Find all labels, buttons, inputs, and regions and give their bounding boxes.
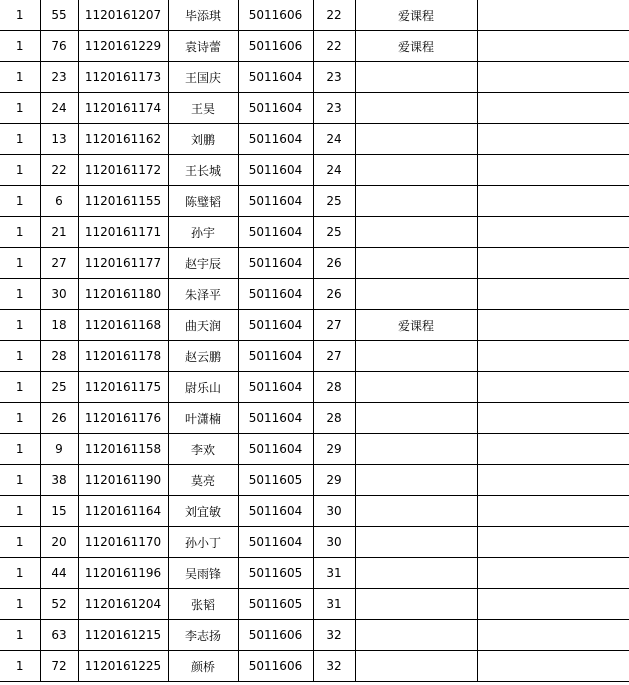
student-id-cell: 1120161196 [78,558,168,589]
empty-cell [477,403,629,434]
class-no-cell: 5011606 [238,31,313,62]
name-cell: 刘宜敏 [168,496,238,527]
note-cell [355,372,477,403]
note-cell: 爱课程 [355,31,477,62]
student-id-cell: 1120161170 [78,527,168,558]
student-id-cell: 1120161158 [78,434,168,465]
table-row [0,124,629,155]
seq-cell: 25 [40,372,78,403]
rank-cell: 25 [313,186,355,217]
name-cell: 刘鹏 [168,124,238,155]
seq-cell: 76 [40,31,78,62]
table-row [0,0,629,31]
seq-cell: 52 [40,589,78,620]
class-no-cell: 5011604 [238,62,313,93]
group-cell: 1 [0,651,40,682]
seq-cell: 27 [40,248,78,279]
group-cell: 1 [0,589,40,620]
rank-cell: 24 [313,155,355,186]
rank-cell: 32 [313,620,355,651]
class-no-cell: 5011604 [238,186,313,217]
rank-cell: 26 [313,248,355,279]
name-cell: 张韬 [168,589,238,620]
seq-cell: 13 [40,124,78,155]
group-cell: 1 [0,434,40,465]
group-cell: 1 [0,310,40,341]
name-cell: 王长城 [168,155,238,186]
student-id-cell: 1120161225 [78,651,168,682]
note-cell [355,62,477,93]
group-cell: 1 [0,620,40,651]
empty-cell [477,589,629,620]
empty-cell [477,93,629,124]
rank-cell: 32 [313,651,355,682]
seq-cell: 22 [40,155,78,186]
class-no-cell: 5011604 [238,372,313,403]
seq-cell: 55 [40,0,78,31]
seq-cell: 18 [40,310,78,341]
note-cell [355,403,477,434]
note-cell [355,279,477,310]
table-row [0,620,629,651]
student-id-cell: 1120161204 [78,589,168,620]
name-cell: 孙宇 [168,217,238,248]
group-cell: 1 [0,372,40,403]
table-row [0,217,629,248]
seq-cell: 6 [40,186,78,217]
seq-cell: 23 [40,62,78,93]
empty-cell [477,620,629,651]
name-cell: 袁诗蕾 [168,31,238,62]
rank-cell: 31 [313,589,355,620]
rank-cell: 27 [313,310,355,341]
class-no-cell: 5011606 [238,651,313,682]
group-cell: 1 [0,341,40,372]
empty-cell [477,372,629,403]
student-id-cell: 1120161215 [78,620,168,651]
class-no-cell: 5011604 [238,124,313,155]
class-no-cell: 5011606 [238,0,313,31]
name-cell: 莫亮 [168,465,238,496]
table-row [0,651,629,682]
seq-cell: 24 [40,93,78,124]
rank-cell: 27 [313,341,355,372]
empty-cell [477,651,629,682]
class-no-cell: 5011604 [238,93,313,124]
seq-cell: 15 [40,496,78,527]
table-row [0,31,629,62]
empty-cell [477,155,629,186]
note-cell [355,527,477,558]
group-cell: 1 [0,217,40,248]
student-id-cell: 1120161177 [78,248,168,279]
student-id-cell: 1120161173 [78,62,168,93]
student-id-cell: 1120161175 [78,372,168,403]
table-row [0,527,629,558]
group-cell: 1 [0,155,40,186]
seq-cell: 20 [40,527,78,558]
group-cell: 1 [0,496,40,527]
name-cell: 王国庆 [168,62,238,93]
table-row [0,589,629,620]
table-row [0,279,629,310]
seq-cell: 28 [40,341,78,372]
empty-cell [477,0,629,31]
student-id-cell: 1120161162 [78,124,168,155]
rank-cell: 22 [313,0,355,31]
table-row [0,341,629,372]
group-cell: 1 [0,0,40,31]
empty-cell [477,31,629,62]
name-cell: 尉乐山 [168,372,238,403]
student-id-cell: 1120161168 [78,310,168,341]
class-no-cell: 5011604 [238,217,313,248]
class-no-cell: 5011606 [238,620,313,651]
rank-cell: 26 [313,279,355,310]
empty-cell [477,62,629,93]
group-cell: 1 [0,93,40,124]
student-id-cell: 1120161190 [78,465,168,496]
table-row [0,465,629,496]
empty-cell [477,527,629,558]
student-id-cell: 1120161155 [78,186,168,217]
class-no-cell: 5011604 [238,341,313,372]
rank-cell: 29 [313,434,355,465]
student-id-cell: 1120161176 [78,403,168,434]
note-cell [355,465,477,496]
group-cell: 1 [0,527,40,558]
rank-cell: 23 [313,62,355,93]
table-row [0,496,629,527]
rank-cell: 22 [313,31,355,62]
rank-cell: 24 [313,124,355,155]
seq-cell: 30 [40,279,78,310]
student-id-cell: 1120161207 [78,0,168,31]
seq-cell: 72 [40,651,78,682]
note-cell [355,248,477,279]
note-cell [355,651,477,682]
note-cell [355,186,477,217]
note-cell [355,217,477,248]
rank-cell: 28 [313,372,355,403]
student-id-cell: 1120161171 [78,217,168,248]
student-id-cell: 1120161229 [78,31,168,62]
name-cell: 李志扬 [168,620,238,651]
empty-cell [477,496,629,527]
empty-cell [477,465,629,496]
class-no-cell: 5011604 [238,403,313,434]
table-row [0,62,629,93]
table-row [0,93,629,124]
rank-cell: 29 [313,465,355,496]
group-cell: 1 [0,248,40,279]
class-no-cell: 5011605 [238,589,313,620]
empty-cell [477,186,629,217]
name-cell: 赵宇辰 [168,248,238,279]
seq-cell: 9 [40,434,78,465]
name-cell: 朱泽平 [168,279,238,310]
class-no-cell: 5011604 [238,248,313,279]
note-cell: 爱课程 [355,310,477,341]
student-id-cell: 1120161178 [78,341,168,372]
note-cell [355,620,477,651]
note-cell [355,341,477,372]
table-row [0,403,629,434]
student-id-cell: 1120161174 [78,93,168,124]
class-no-cell: 5011604 [238,434,313,465]
name-cell: 赵云鹏 [168,341,238,372]
group-cell: 1 [0,403,40,434]
empty-cell [477,341,629,372]
name-cell: 陈璧韬 [168,186,238,217]
table-row [0,248,629,279]
table-row [0,372,629,403]
student-id-cell: 1120161172 [78,155,168,186]
note-cell [355,93,477,124]
note-cell [355,434,477,465]
name-cell: 孙小丁 [168,527,238,558]
rank-cell: 25 [313,217,355,248]
class-no-cell: 5011605 [238,465,313,496]
group-cell: 1 [0,558,40,589]
table-row [0,310,629,341]
rank-cell: 30 [313,496,355,527]
empty-cell [477,434,629,465]
empty-cell [477,124,629,155]
group-cell: 1 [0,62,40,93]
class-no-cell: 5011604 [238,155,313,186]
note-cell [355,589,477,620]
empty-cell [477,310,629,341]
note-cell [355,124,477,155]
group-cell: 1 [0,31,40,62]
group-cell: 1 [0,279,40,310]
name-cell: 曲天润 [168,310,238,341]
empty-cell [477,558,629,589]
class-no-cell: 5011605 [238,558,313,589]
table-row [0,155,629,186]
class-no-cell: 5011604 [238,527,313,558]
seq-cell: 26 [40,403,78,434]
note-cell [355,558,477,589]
seq-cell: 63 [40,620,78,651]
name-cell: 颜桥 [168,651,238,682]
note-cell [355,496,477,527]
class-no-cell: 5011604 [238,279,313,310]
empty-cell [477,217,629,248]
seq-cell: 44 [40,558,78,589]
rank-cell: 23 [313,93,355,124]
name-cell: 李欢 [168,434,238,465]
name-cell: 吴雨锋 [168,558,238,589]
rank-cell: 31 [313,558,355,589]
table-row [0,558,629,589]
seq-cell: 21 [40,217,78,248]
name-cell: 毕添琪 [168,0,238,31]
note-cell: 爱课程 [355,0,477,31]
note-cell [355,155,477,186]
table-row [0,434,629,465]
empty-cell [477,279,629,310]
seq-cell: 38 [40,465,78,496]
student-id-cell: 1120161164 [78,496,168,527]
rank-cell: 30 [313,527,355,558]
rank-cell: 28 [313,403,355,434]
name-cell: 王昊 [168,93,238,124]
class-no-cell: 5011604 [238,496,313,527]
group-cell: 1 [0,186,40,217]
empty-cell [477,248,629,279]
group-cell: 1 [0,124,40,155]
name-cell: 叶潇楠 [168,403,238,434]
student-id-cell: 1120161180 [78,279,168,310]
table-row [0,186,629,217]
class-no-cell: 5011604 [238,310,313,341]
group-cell: 1 [0,465,40,496]
